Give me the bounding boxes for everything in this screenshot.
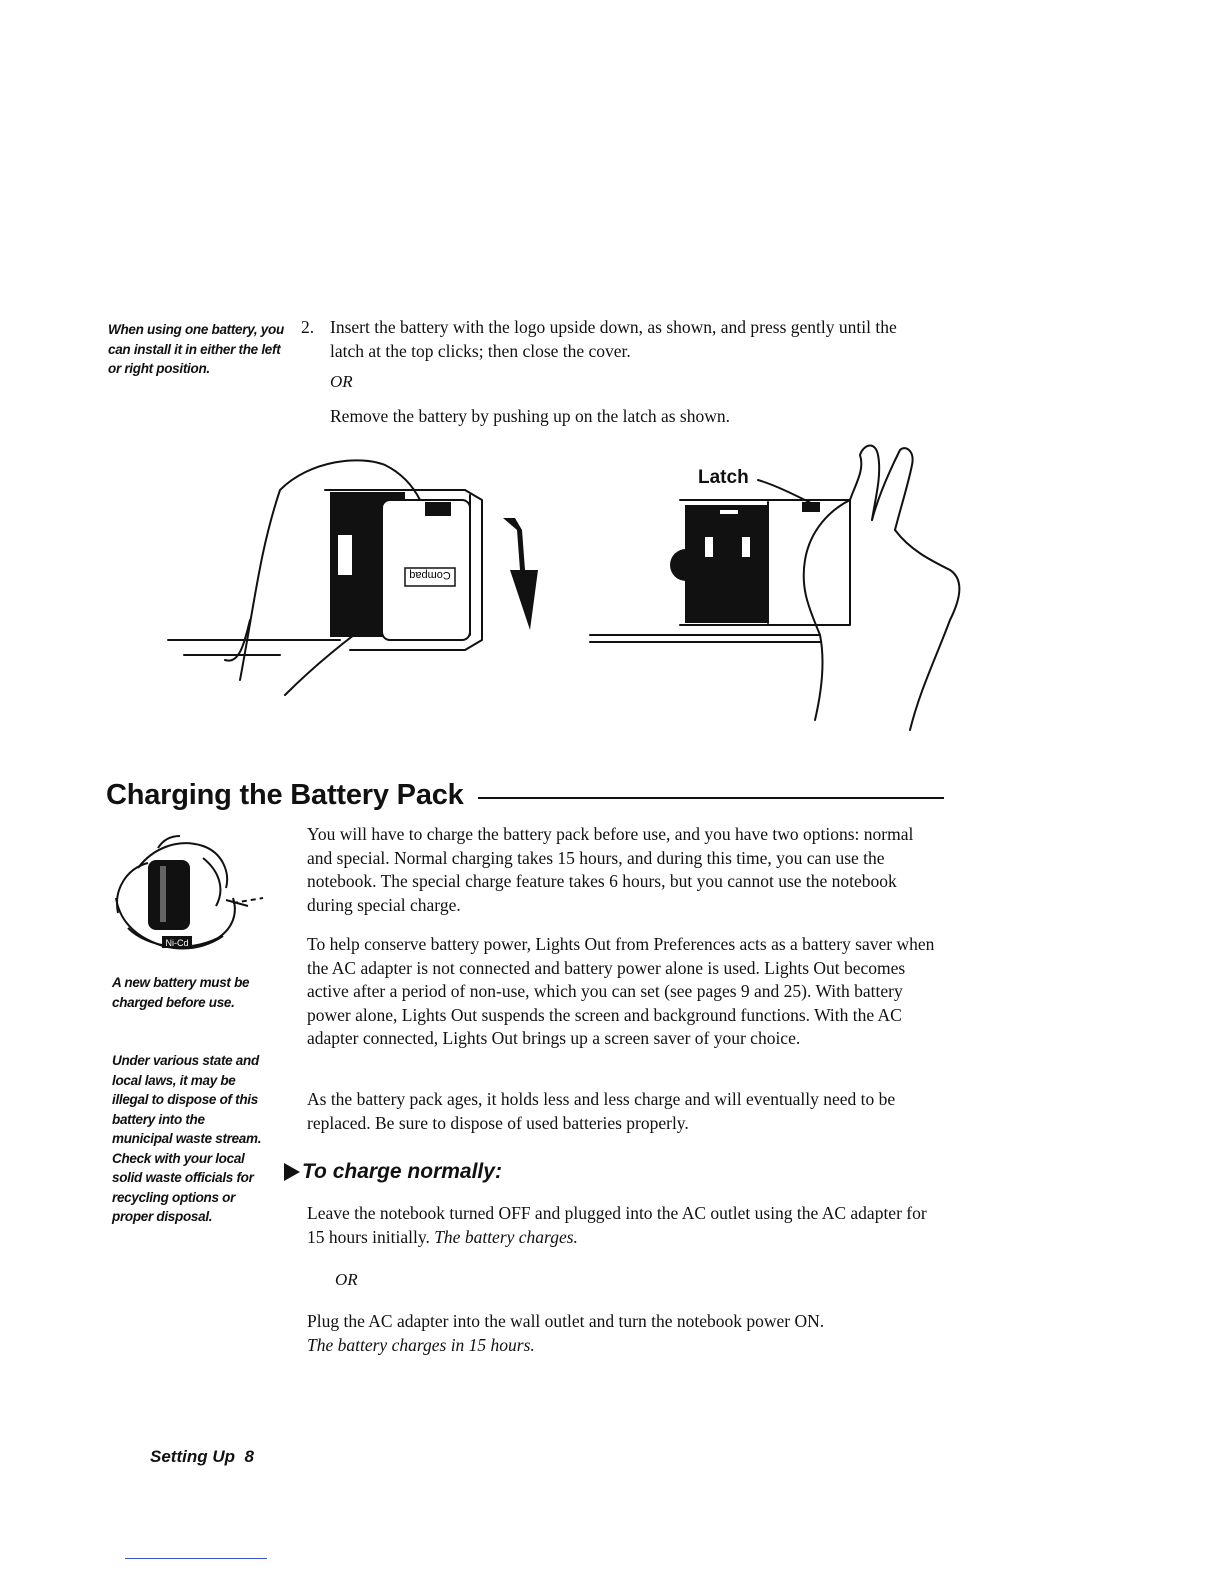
procedure-step-b [307,1310,937,1357]
battery-install-illustration [160,430,980,740]
heading-rule [478,797,944,799]
step-number: 2. [301,317,315,337]
new-battery-note: A new battery must be charged before use. [112,975,250,1010]
footer-page-number: 8 [244,1447,254,1466]
down-arrow-icon [503,518,538,630]
latch-label: Latch [698,467,749,488]
procedure-title [284,1160,502,1184]
disposal-note: Under various state and local laws, it may be illegal to dispose of this battery into the municipal waste stream. Check with your local solid waste officials for recycling options or proper disposal. [112,1053,262,1224]
paragraph-charging-options: You will have to charge the battery pack before use, and you have two options: normal and special. Normal charging takes 15 hours, and during this time, you can use the notebook. The special charge feature takes 6 hours, but you cannot use the notebook during special charge. [307,824,914,915]
step-b-text: Plug the AC adapter into the wall outlet and turn the notebook power ON. [307,1311,825,1331]
step-a-result: The battery charges. [434,1226,578,1247]
install-position-note: When using one battery, you can install it in either the left or right position. [108,322,284,376]
step-b-result: The battery charges in 15 hours. [307,1334,535,1355]
paragraph-battery-aging: As the battery pack ages, it holds less and less charge and will eventually need to be replaced. Be sure to dispose of used batteries properly. [307,1089,896,1133]
battery-logo-label: Compaq [409,569,451,581]
footer-section-name: Setting Up [150,1447,235,1466]
step-a-text: Leave the notebook turned OFF and plugged into the AC outlet using the AC adapter for 15 hours initially. [307,1203,927,1247]
footer-rule [125,1558,267,1559]
section-title: Charging the Battery Pack [106,779,464,811]
nicd-label: Ni-Cd [165,938,189,948]
paragraph-lights-out: To help conserve battery power, Lights Out from Preferences acts as a battery saver when the AC adapter is not connected and battery power alone is used. Lights Out becomes active after a period of non-use, which you can set (see pages 9 and 25). With battery power alone, Lights Out suspends the screen and background functions. With the AC adapter connected, Lights Out brings up a screen saver of your choice. [307,934,935,1048]
procedure-title-text: To charge normally: [302,1160,502,1183]
procedure-step-a [307,1202,937,1249]
or-label: OR [330,372,353,391]
recycle-battery-icon [108,828,288,956]
remove-battery-text: Remove the battery by pushing up on the latch as shown. [330,406,730,426]
step-2-text: Insert the battery with the logo upside down, as shown, and press gently until the latch at the top clicks; then close the cover. [330,317,897,361]
procedure-or-label: OR [335,1270,358,1289]
page-footer [150,1447,254,1467]
procedure-arrow-icon [284,1163,300,1181]
